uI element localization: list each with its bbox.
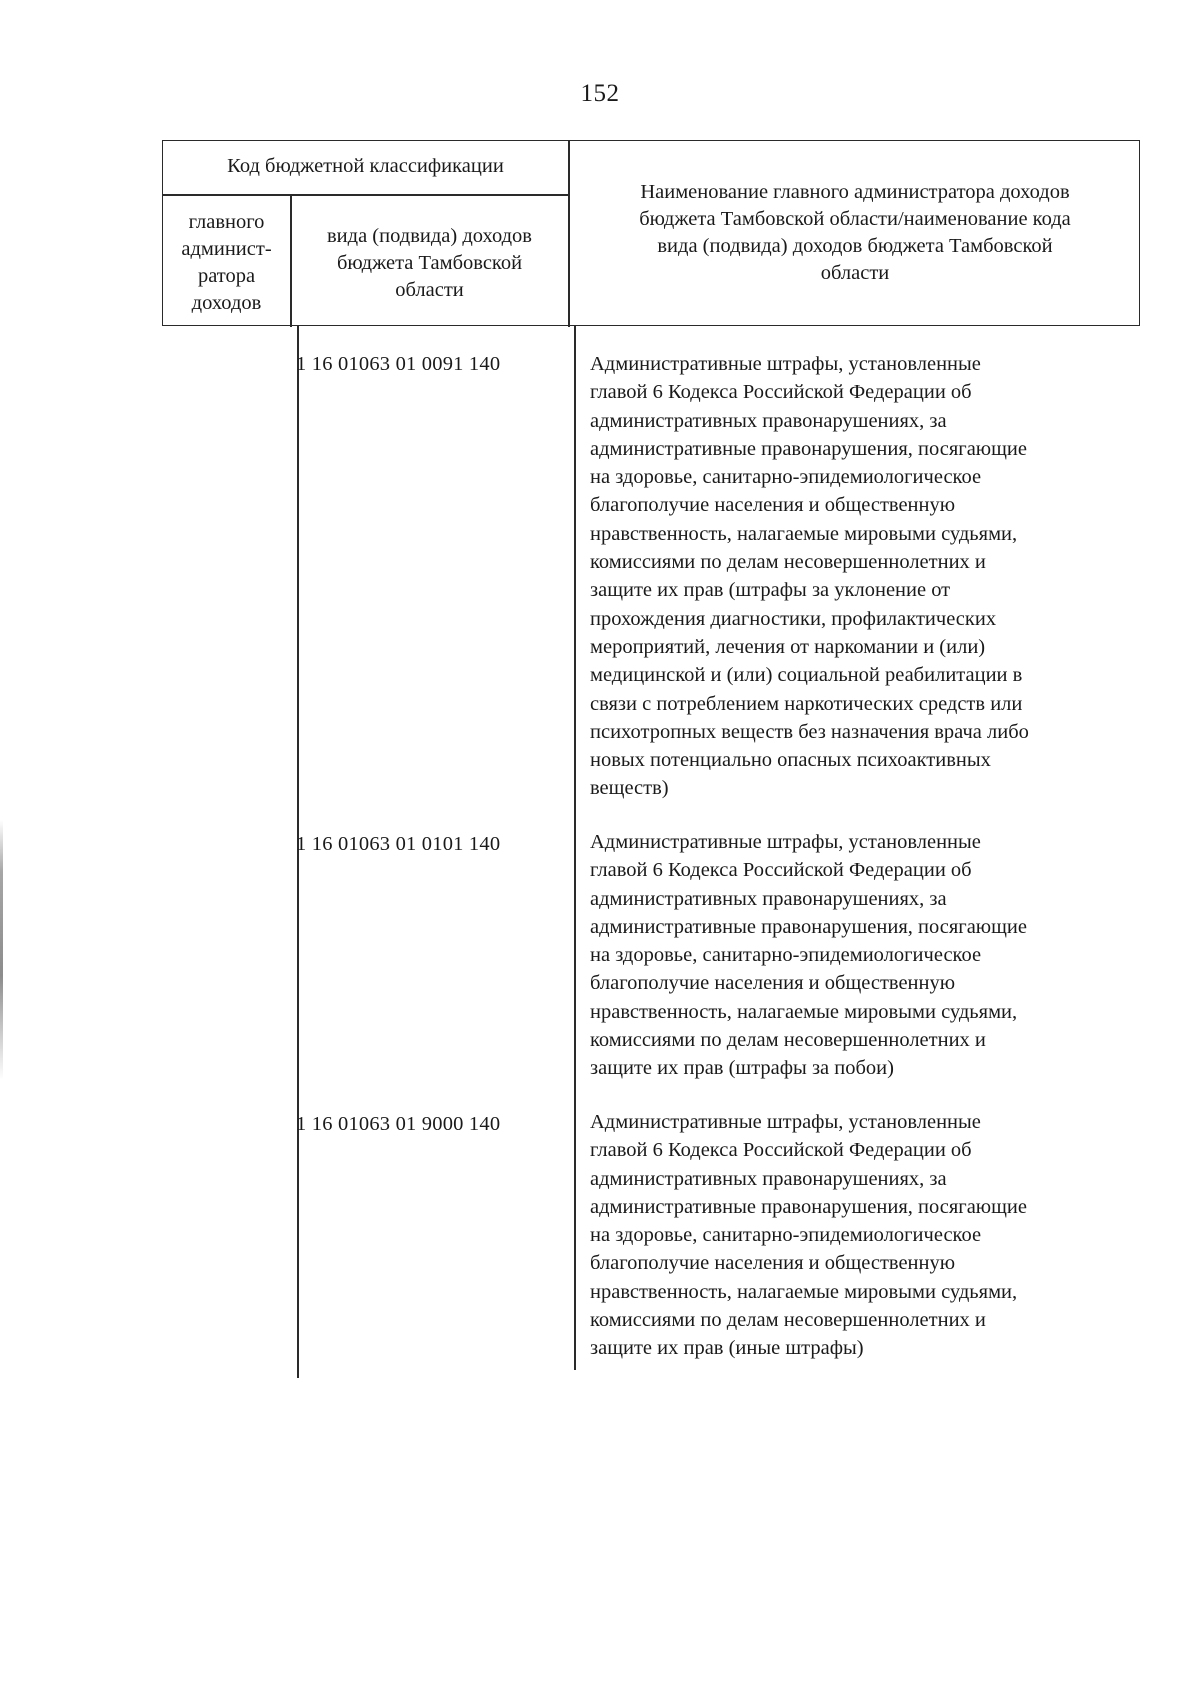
header-divider-group [163,194,569,196]
row-2-code: 1 16 01063 01 0101 140 [296,833,501,855]
header-col-name: Наименование главного администратора доходов бюджета Тамбовской области/наименование кода вида (подвида) доходов бюджета Тамбовской области [639,181,1071,284]
page-number: 152 [580,80,620,107]
body-divider-name [574,326,576,1370]
row-1-description: Административные штрафы, установленные главой 6 Кодекса Российской Федерации об административных правонарушениях, за административные правонарушения, посягающие на здоровье, санитарно-эпидемиологическое благополучие населения и общественную нравственность, налагаемые мировыми судьями, комиссиями по делам несовершеннолетних и защите их прав (штрафы за уклонение от прохождения диагностики, профилактических мероприятий, лечения от наркомании и (или) медицинской и (или) социальной реабилитации в связи с потреблением наркотических средств или психотропных веществ без назначения врача либо новых потенциально опасных психоактивных веществ) [590,353,1029,800]
scan-edge-shadow [0,820,3,1080]
row-3-code: 1 16 01063 01 9000 140 [296,1113,501,1135]
header-kbk-group: Код бюджетной классификации [227,155,504,177]
table-header [162,140,1140,326]
header-col-kind: вида (подвида) доходов бюджета Тамбовской области [327,225,532,301]
row-2-description: Административные штрафы, установленные главой 6 Кодекса Российской Федерации об административных правонарушениях, за административные правонарушения, посягающие на здоровье, санитарно-эпидемиологическое благополучие населения и общественную нравственность, налагаемые мировыми судьями, комиссиями по делам несовершеннолетних и защите их прав (штрафы за побои) [590,831,1027,1080]
header-col-admin: главного админист- ратора доходов [181,211,272,314]
row-1-code: 1 16 01063 01 0091 140 [296,353,501,375]
row-3-description: Административные штрафы, установленные главой 6 Кодекса Российской Федерации об административных правонарушениях, за административные правонарушения, посягающие на здоровье, санитарно-эпидемиологическое благополучие населения и общественную нравственность, налагаемые мировыми судьями, комиссиями по делам несовершеннолетних и защите их прав (иные штрафы) [590,1111,1027,1360]
